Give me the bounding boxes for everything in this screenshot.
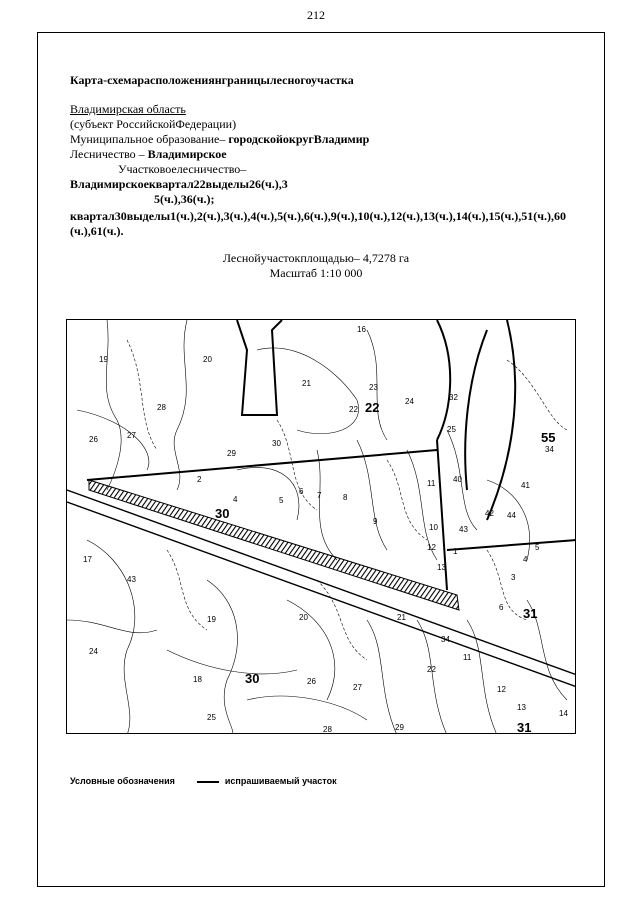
plot-label: 12 (497, 685, 506, 694)
plot-label: 8 (343, 493, 348, 502)
plot-label: 24 (405, 397, 414, 406)
plot-label: 24 (89, 647, 98, 656)
plot-label: 7 (317, 491, 322, 500)
heading-block (70, 73, 590, 239)
plot-label: 20 (299, 613, 308, 622)
plot-label: 29 (395, 723, 404, 732)
plot-label: 2 (197, 475, 202, 484)
plot-label: 11 (427, 479, 436, 488)
quarter-label: 22 (365, 400, 380, 415)
legend-item: испрашиваемый участок (224, 776, 337, 786)
plot-label: 21 (302, 379, 311, 388)
compartment-boundaries (67, 320, 567, 734)
legend-line-symbol (197, 781, 219, 783)
map-legend (70, 776, 337, 786)
plot-label: 29 (227, 449, 236, 458)
plot-label: 14 (559, 709, 568, 718)
plot-label: 17 (83, 555, 92, 564)
plot-label: 9 (373, 517, 378, 526)
plot-label: 22 (349, 405, 358, 414)
plot-label: 25 (207, 713, 216, 722)
map-drawing (67, 320, 576, 734)
plot-label: 21 (397, 613, 406, 622)
region-subject: (субъект РоссийскойФедерации) (70, 117, 237, 131)
requested-plot (89, 480, 459, 610)
plot-label: 19 (99, 355, 108, 364)
plot-label: 40 (453, 475, 462, 484)
plot-label: 10 (429, 523, 438, 532)
plot-label: 30 (272, 439, 281, 448)
plot-label: 6 (299, 487, 304, 496)
quarter-label: 30 (215, 506, 230, 521)
map-title: Карта-схемарасположениянграницылесногоучастка (70, 73, 354, 87)
plot-label: 34 (441, 635, 450, 644)
scale-text: Масштаб 1:10 000 (269, 266, 363, 280)
district-line-1: Владимирскоеквартал22выделы26(ч.),3 (70, 177, 288, 191)
plot-label: 28 (157, 403, 166, 412)
plot-label: 43 (127, 575, 136, 584)
plot-label: 4 (523, 555, 528, 564)
quarter-30-line: квартал30выделы1(ч.),2(ч.),3(ч.),4(ч.),5(ч.),6(ч.),9(ч.),10(ч.),12(ч.),13(ч.),14(ч.),15(ч.),51(ч.),60 (70, 209, 567, 223)
plot-label: 1 (453, 547, 458, 556)
district-label: Участковоелесничество– (118, 162, 247, 176)
plot-label: 13 (517, 703, 526, 712)
quarter-label: 31 (523, 606, 538, 621)
legend-label: Условные обозначения (70, 776, 175, 786)
plot-label: 27 (353, 683, 362, 692)
municipality: Муниципальное образование– городскойокругВладимир (70, 132, 370, 146)
plot-label: 32 (449, 393, 458, 402)
plot-label: 12 (427, 543, 436, 552)
plot-label: 6 (499, 603, 504, 612)
plot-label: 11 (463, 653, 472, 662)
plot-label: 27 (127, 431, 136, 440)
quarter-label: 31 (517, 720, 532, 734)
plot-label: 26 (89, 435, 98, 444)
road (67, 490, 576, 687)
plot-label: 13 (437, 563, 446, 572)
plot-label: 16 (357, 325, 366, 334)
plot-label: 41 (521, 481, 530, 490)
plot-label: 26 (307, 677, 316, 686)
page-number: 212 (307, 8, 325, 22)
plot-label: 19 (207, 615, 216, 624)
forestry: Лесничество – Владимирское (70, 147, 227, 161)
plot-label: 3 (511, 573, 516, 582)
forest-map (66, 319, 576, 734)
plot-label: 22 (427, 665, 436, 674)
quarter-label: 30 (245, 671, 260, 686)
area-text: Леснойучастокплощадью– 4,7278 га (222, 251, 410, 265)
plot-label: 43 (459, 525, 468, 534)
plot-label: 5 (279, 496, 284, 505)
plot-label: 42 (485, 509, 494, 518)
plot-label: 18 (193, 675, 202, 684)
plot-label: 4 (233, 495, 238, 504)
plot-label: 20 (203, 355, 212, 364)
plot-label: 23 (369, 383, 378, 392)
plot-label: 25 (447, 425, 456, 434)
quarter-labels (215, 400, 555, 734)
plot-label: 28 (323, 725, 332, 734)
plot-label: 5 (535, 543, 540, 552)
plot-label: 34 (545, 445, 554, 454)
plot-labels (83, 325, 568, 734)
district-line-2: 5(ч.),36(ч.); (154, 192, 215, 206)
plot-label: 44 (507, 511, 516, 520)
region-name: Владимирская область (70, 102, 186, 116)
quarter-boundaries (87, 320, 576, 590)
quarter-label: 55 (541, 430, 556, 445)
quarter-30-cont: (ч.),61(ч.). (70, 224, 124, 238)
